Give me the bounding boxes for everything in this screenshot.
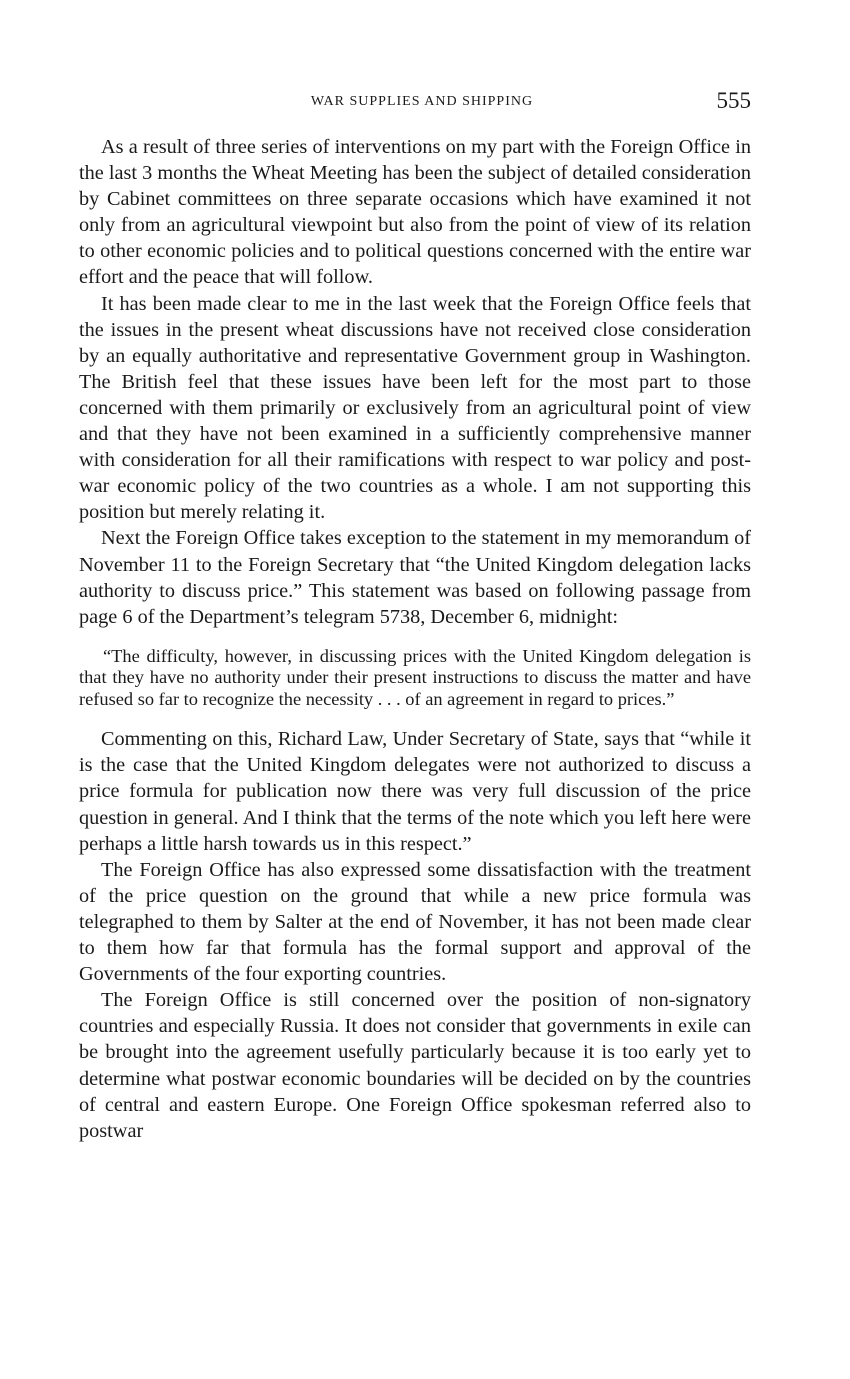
paragraph: Commenting on this, Richard Law, Under Secretary of State, says that “while it is the case that the United Kingdom delegates were not authorized to discuss a price formula for publication now there was very full discussion of the price question in general. And I think that the terms of the note which you left here were perhaps a little harsh towards us in this respect.” — [79, 728, 751, 855]
body-text — [79, 134, 751, 1144]
paragraph: As a result of three series of interventions on my part with the Foreign Office in the last 3 months the Wheat Meeting has been the subject of detailed consideration by Cabinet committees on three separate occasions which have examined it not only from an agricultural viewpoint but also from the point of view of its relation to other economic policies and to political questions concerned with the entire war effort and the peace that will follow. — [79, 136, 751, 289]
block-quote: “The difficulty, however, in discussing prices with the United Kingdom delegation is that they have no authority under their present instructions to discuss the matter and have refused so far to recognize the necessity . . . of an agreement in regard to prices.” — [79, 645, 751, 709]
paragraph: It has been made clear to me in the last week that the Foreign Office feels that the issues in the present wheat discussions have not received close consideration by an equally authoritative and representative Government group in Washington. The British feel that these issues have been left for the most part to those concerned with them primarily or exclusively from an agricultural point of view and that they have not been examined in a sufficiently comprehensive manner with consideration for all their ramifications with respect to war policy and post-war economic policy of the two countries as a whole. I am not supporting this position but merely relating it. — [79, 292, 751, 524]
document-page — [79, 88, 751, 1144]
page-number: 555 — [716, 88, 751, 113]
paragraph: The Foreign Office is still concerned over the position of non-signatory countries and especially Russia. It does not consider that governments in exile can be brought into the agreement usefully particularly because it is too early yet to determine what postwar economic boundaries will be decided on by the countries of central and eastern Europe. One Foreign Office spokesman referred also to postwar — [79, 989, 751, 1142]
running-header — [79, 88, 751, 124]
running-title: WAR SUPPLIES AND SHIPPING — [310, 94, 534, 109]
paragraph: The Foreign Office has also expressed some dissatisfaction with the treatment of the price question on the ground that while a new price formula was telegraphed to them by Salter at the end of November, it has not been made clear to them how far that formula has the formal support and approval of the Governments of the four exporting countries. — [79, 858, 751, 986]
paragraph: Next the Foreign Office takes exception to the statement in my memorandum of November 11 to the Foreign Secretary that “the United Kingdom delegation lacks authority to discuss price.” This statement was based on following passage from page 6 of the Department’s telegram 5738, December 6, midnight: — [79, 527, 751, 628]
